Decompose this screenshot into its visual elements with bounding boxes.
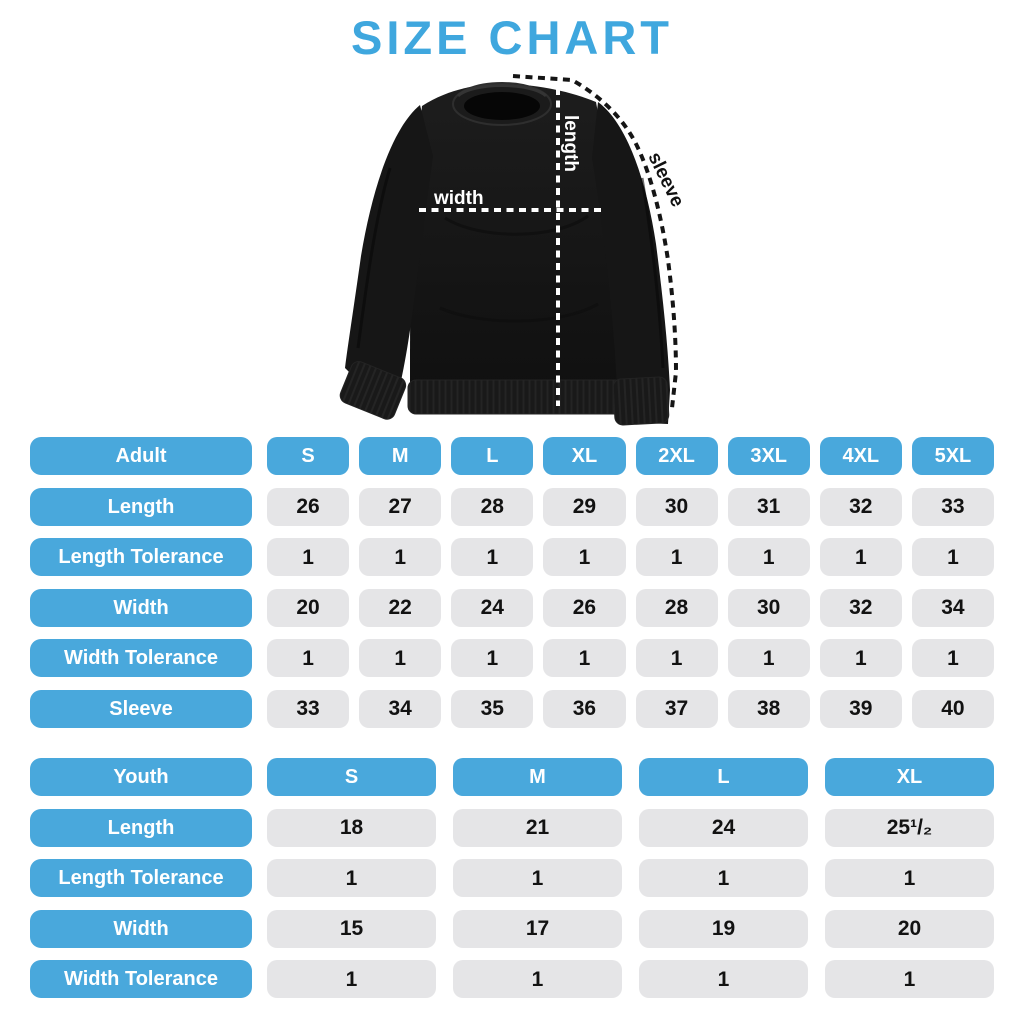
size-column-pill: 3XL — [728, 437, 810, 475]
value-pill: 20 — [825, 910, 994, 948]
size-column-pill: XL — [825, 758, 994, 796]
size-column-pill: 2XL — [636, 437, 718, 475]
row-label-pill: Length Tolerance — [30, 859, 252, 897]
value-pill: 1 — [267, 859, 436, 897]
row-cells — [267, 758, 994, 796]
row-cells — [267, 437, 994, 475]
size-column-pill: 5XL — [912, 437, 994, 475]
value-pill: 31 — [728, 488, 810, 526]
size-column-pill: S — [267, 437, 349, 475]
value-pill: 1 — [543, 538, 625, 576]
measurement-row — [30, 690, 994, 728]
hem-ribbing — [408, 380, 632, 414]
value-pill: 20 — [267, 589, 349, 627]
value-pill: 40 — [912, 690, 994, 728]
page-title: SIZE CHART — [351, 11, 673, 64]
row-label-pill: Length — [30, 809, 252, 847]
measurement-row — [30, 960, 994, 998]
value-pill: 1 — [359, 538, 441, 576]
value-pill: 1 — [912, 639, 994, 677]
row-label-pill: Length — [30, 488, 252, 526]
row-cells — [267, 538, 994, 576]
value-pill: 1 — [912, 538, 994, 576]
value-pill: 1 — [820, 538, 902, 576]
measurement-row — [30, 809, 994, 847]
value-pill: 1 — [267, 538, 349, 576]
value-pill: 24 — [639, 809, 808, 847]
value-pill: 1 — [359, 639, 441, 677]
value-pill: 18 — [267, 809, 436, 847]
size-column-pill: M — [453, 758, 622, 796]
size-column-pill: XL — [543, 437, 625, 475]
value-pill: 32 — [820, 488, 902, 526]
youth-size-table — [30, 758, 994, 998]
size-column-pill: M — [359, 437, 441, 475]
size-column-pill: L — [639, 758, 808, 796]
value-pill: 1 — [267, 960, 436, 998]
value-pill: 1 — [636, 639, 718, 677]
measurement-row — [30, 859, 994, 897]
value-pill: 28 — [451, 488, 533, 526]
value-pill: 37 — [636, 690, 718, 728]
value-pill: 1 — [639, 960, 808, 998]
value-pill: 26 — [267, 488, 349, 526]
value-pill: 24 — [451, 589, 533, 627]
adult-size-table — [30, 437, 994, 728]
value-pill: 19 — [639, 910, 808, 948]
value-pill: 1 — [453, 859, 622, 897]
value-pill: 35 — [451, 690, 533, 728]
value-pill: 1 — [453, 960, 622, 998]
row-label-pill: Width — [30, 589, 252, 627]
sweatshirt-diagram — [330, 58, 710, 436]
measurement-row — [30, 488, 994, 526]
table-title-pill: Adult — [30, 437, 252, 475]
value-pill: 33 — [912, 488, 994, 526]
value-pill: 30 — [636, 488, 718, 526]
row-label-pill: Length Tolerance — [30, 538, 252, 576]
sleeve-measure-label: sleeve — [643, 148, 688, 211]
row-label-pill: Sleeve — [30, 690, 252, 728]
right-cuff-ribbing — [613, 377, 669, 426]
value-pill: 1 — [825, 859, 994, 897]
row-cells — [267, 690, 994, 728]
row-label-pill: Width — [30, 910, 252, 948]
size-column-pill: 4XL — [820, 437, 902, 475]
value-pill: 17 — [453, 910, 622, 948]
value-pill: 21 — [453, 809, 622, 847]
measurement-row — [30, 910, 994, 948]
value-pill: 22 — [359, 589, 441, 627]
row-cells — [267, 809, 994, 847]
value-pill: 1 — [543, 639, 625, 677]
value-pill: 25¹/₂ — [825, 809, 994, 847]
value-pill: 1 — [267, 639, 349, 677]
value-pill: 26 — [543, 589, 625, 627]
value-pill: 1 — [825, 960, 994, 998]
value-pill: 1 — [820, 639, 902, 677]
value-pill: 38 — [728, 690, 810, 728]
width-measure-label: width — [434, 188, 484, 209]
value-pill: 15 — [267, 910, 436, 948]
value-pill: 32 — [820, 589, 902, 627]
value-pill: 1 — [639, 859, 808, 897]
value-pill: 1 — [451, 538, 533, 576]
value-pill: 36 — [543, 690, 625, 728]
size-column-pill: S — [267, 758, 436, 796]
row-cells — [267, 589, 994, 627]
value-pill: 30 — [728, 589, 810, 627]
size-header-row — [30, 758, 994, 796]
row-cells — [267, 960, 994, 998]
row-cells — [267, 859, 994, 897]
sweatshirt-collar — [453, 83, 551, 125]
sweatshirt-illustration — [330, 58, 710, 436]
value-pill: 1 — [636, 538, 718, 576]
row-cells — [267, 488, 994, 526]
value-pill: 34 — [912, 589, 994, 627]
row-label-pill: Width Tolerance — [30, 639, 252, 677]
value-pill: 29 — [543, 488, 625, 526]
table-title-pill: Youth — [30, 758, 252, 796]
row-label-pill: Width Tolerance — [30, 960, 252, 998]
row-cells — [267, 910, 994, 948]
value-pill: 28 — [636, 589, 718, 627]
value-pill: 33 — [267, 690, 349, 728]
size-column-pill: L — [451, 437, 533, 475]
measurement-row — [30, 538, 994, 576]
value-pill: 1 — [728, 639, 810, 677]
measurement-row — [30, 639, 994, 677]
value-pill: 27 — [359, 488, 441, 526]
value-pill: 1 — [728, 538, 810, 576]
value-pill: 1 — [451, 639, 533, 677]
measurement-row — [30, 589, 994, 627]
length-measure-label: length — [560, 115, 581, 172]
row-cells — [267, 639, 994, 677]
value-pill: 34 — [359, 690, 441, 728]
size-header-row — [30, 437, 994, 475]
value-pill: 39 — [820, 690, 902, 728]
